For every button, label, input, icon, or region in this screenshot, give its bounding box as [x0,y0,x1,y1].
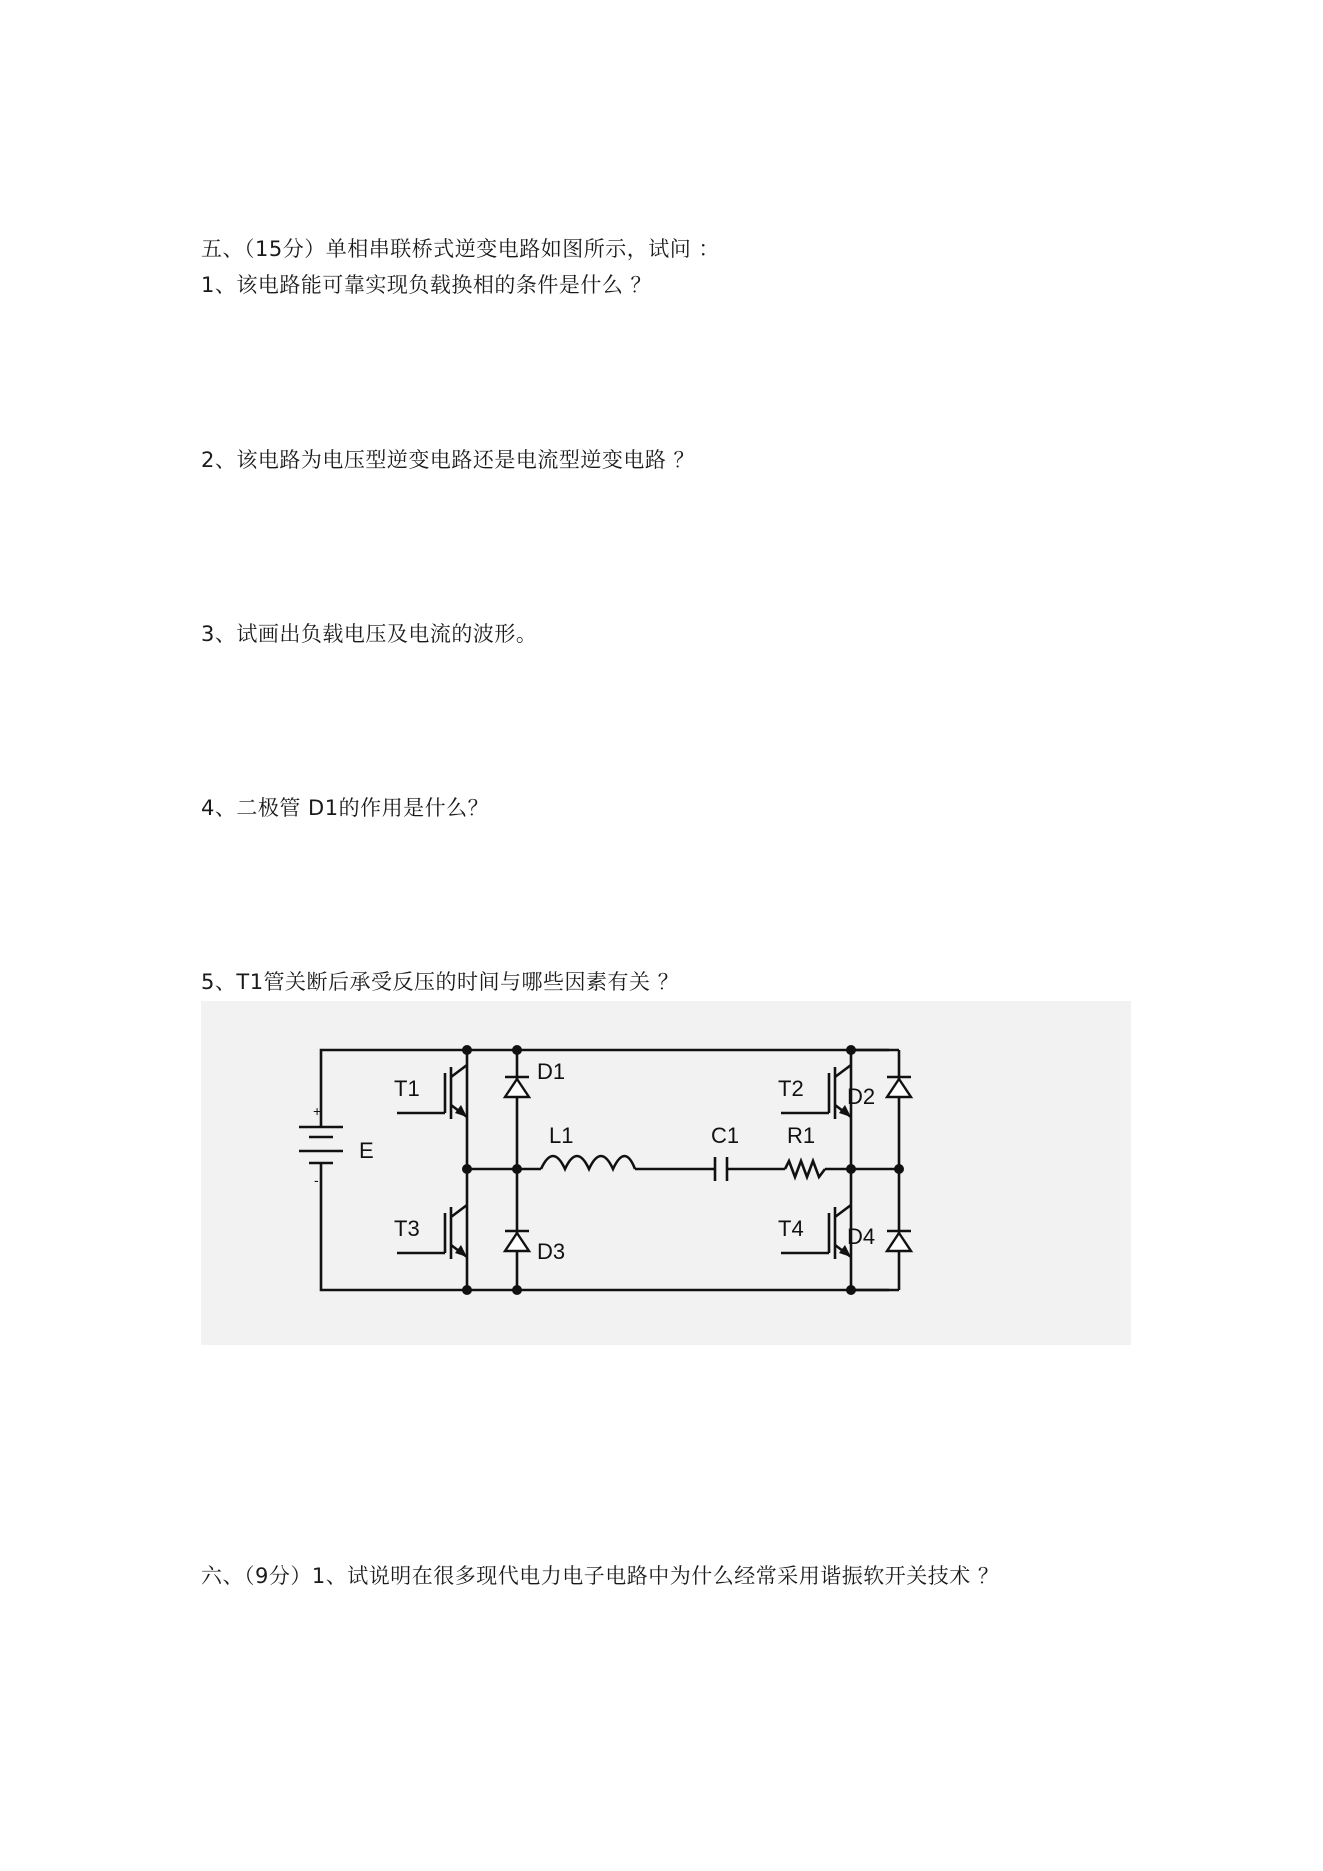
question-4: 4、二极管 D1的作用是什么？ [201,796,490,820]
diode-d1-symbol [505,1077,529,1097]
label-t1: T1 [394,1076,420,1101]
label-r1: R1 [787,1123,816,1148]
question-2: 2、该电路为电压型逆变电路还是电流型逆变电路 ？ [201,448,696,472]
question-5: 5、T1管关断后承受反压的时间与哪些因素有关 ？ [201,970,680,994]
label-e: E [359,1138,374,1163]
label-t4: T4 [778,1216,804,1241]
diode-d2-symbol [887,1077,911,1097]
minus-sign: - [314,1172,319,1188]
label-t3: T3 [394,1216,420,1241]
label-d1: D1 [537,1059,566,1084]
diode-d3-symbol [505,1231,529,1251]
label-t2: T2 [778,1076,804,1101]
label-d2: D2 [847,1084,876,1109]
inductor-l1-symbol [541,1156,635,1169]
question-1: 1、该电路能可靠实现负载换相的条件是什么 ？ [201,273,653,297]
label-d4: D4 [847,1224,876,1249]
question-3: 3、试画出负载电压及电流的波形。 [201,622,538,646]
section5-heading: 五、（15分）单相串联桥式逆变电路如图所示，试问 ： [201,237,720,261]
diode-d4-symbol [887,1231,911,1251]
label-l1: L1 [549,1123,574,1148]
label-c1: C1 [711,1123,740,1148]
section6-heading: 六、（9分）1、试说明在很多现代电力电子电路中为什么经常采用谐振软开关技术 ？ [201,1564,1000,1588]
battery-symbol [299,1127,343,1163]
capacitor-c1-symbol [715,1157,727,1181]
plus-sign: + [313,1103,322,1119]
circuit-diagram [201,1001,1131,1345]
resistor-r1-symbol [785,1161,825,1177]
label-d3: D3 [537,1239,566,1264]
